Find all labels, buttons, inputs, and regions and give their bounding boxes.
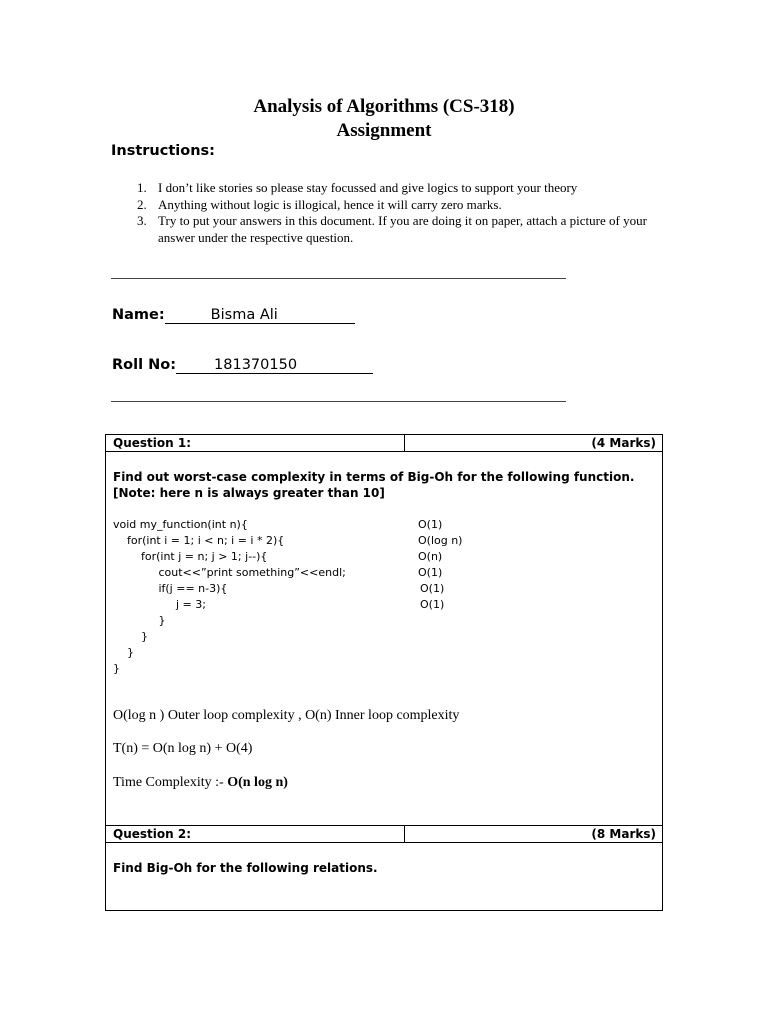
q1-label-cell	[105, 434, 405, 452]
q2-label-cell	[105, 825, 405, 843]
code-text: }	[113, 630, 148, 643]
q2-marks: (8 Marks)	[591, 827, 656, 841]
code-text: if(j == n-3){	[113, 582, 228, 595]
instructions-list	[137, 180, 677, 246]
code-line	[113, 534, 653, 550]
q2-marks-cell	[404, 825, 663, 843]
code-text: for(int i = 1; i < n; i = i * 2){	[113, 534, 285, 547]
document-subtitle: Assignment	[336, 120, 432, 141]
q1-answer-line-2: T(n) = O(n log n) + O(4)	[113, 741, 253, 756]
code-line	[113, 566, 653, 582]
name-row	[112, 304, 355, 324]
q1-code-block	[113, 518, 653, 678]
instruction-text: I don’t like stories so please stay focussed and give logics to support your theory	[158, 180, 578, 195]
q1-answer-result: O(n log n)	[227, 775, 288, 790]
instruction-text: Anything without logic is illogical, hence it will carry zero marks.	[158, 196, 502, 212]
code-text: }	[113, 646, 134, 659]
complexity-annotation: O(1)	[418, 566, 443, 579]
q2-body	[105, 842, 663, 911]
q1-answer-line-3	[113, 775, 288, 791]
q1-body	[105, 451, 663, 826]
complexity-annotation: O(1)	[420, 582, 445, 595]
q2-prompt: Find Big-Oh for the following relations.	[113, 861, 378, 875]
complexity-annotation: O(n)	[418, 550, 443, 563]
complexity-annotation: O(1)	[418, 518, 443, 531]
roll-row	[112, 354, 373, 374]
code-line	[113, 614, 653, 630]
instruction-item	[137, 197, 677, 214]
code-line	[113, 582, 653, 598]
instructions-heading: Instructions:	[111, 143, 215, 159]
q2-label: Question 2:	[113, 827, 191, 841]
code-line	[113, 646, 653, 662]
complexity-annotation: O(1)	[420, 598, 445, 611]
code-text: for(int j = n; j > 1; j--){	[113, 550, 268, 563]
instruction-number: 2.	[137, 196, 147, 212]
roll-field[interactable]: 181370150	[176, 357, 373, 374]
code-text: }	[113, 614, 166, 627]
code-text: cout<<”print something”<<endl;	[113, 566, 346, 579]
q1-answer-prefix: Time Complexity :-	[113, 775, 228, 790]
code-text: void my_function(int n){	[113, 518, 248, 531]
code-line	[113, 550, 653, 566]
instruction-text: Try to put your answers in this document. If you are doing it on paper, attach a picture of your answer under the respective question.	[158, 213, 647, 245]
instruction-item	[137, 180, 677, 197]
code-line	[113, 662, 653, 678]
complexity-annotation: O(log n)	[418, 534, 463, 547]
code-text: j = 3;	[113, 598, 206, 611]
roll-label: Roll No:	[112, 357, 177, 373]
q1-answer-line-1: O(log n ) Outer loop complexity , O(n) Inner loop complexity	[113, 708, 460, 723]
name-field[interactable]: Bisma Ali	[165, 307, 355, 324]
q1-prompt: Find out worst-case complexity in terms of Big-Oh for the following function. [Note: here n is always greater than 10]	[113, 470, 635, 500]
code-line	[113, 598, 653, 614]
q1-marks-cell	[404, 434, 663, 452]
instruction-item	[137, 213, 677, 246]
name-label: Name:	[112, 307, 165, 323]
instruction-number: 3.	[137, 213, 147, 228]
q1-marks: (4 Marks)	[591, 436, 656, 450]
q1-label: Question 1:	[113, 436, 191, 450]
document-title: Analysis of Algorithms (CS-318)	[253, 96, 515, 117]
code-line	[113, 630, 653, 646]
separator-line	[111, 278, 566, 279]
code-text: }	[113, 662, 120, 675]
code-line	[113, 518, 653, 534]
instruction-number: 1.	[137, 180, 147, 195]
separator-line	[111, 401, 566, 402]
